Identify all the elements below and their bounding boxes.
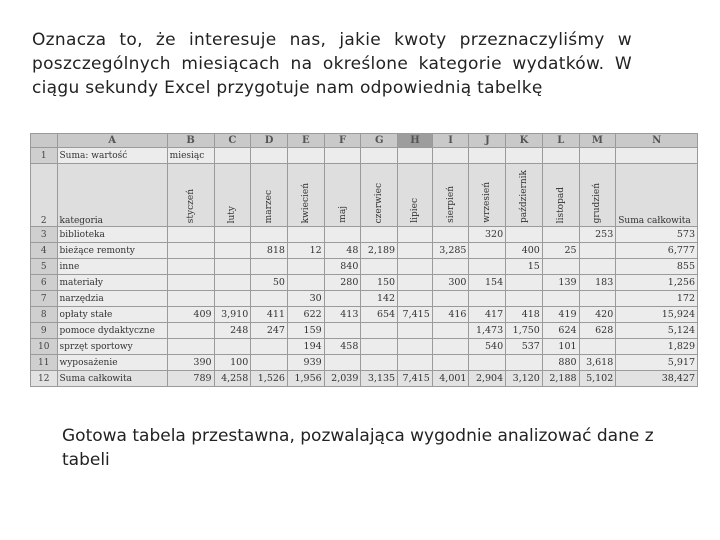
table-row xyxy=(31,339,698,355)
value-cell[interactable] xyxy=(469,259,506,275)
value-cell[interactable] xyxy=(398,355,433,371)
row-header[interactable]: 9 xyxy=(31,323,58,339)
pivot-table-screenshot xyxy=(30,133,698,387)
cell[interactable] xyxy=(398,148,433,164)
value-cell[interactable]: 540 xyxy=(469,339,506,355)
month-header-cell[interactable] xyxy=(167,164,214,227)
value-cell[interactable]: 1,750 xyxy=(506,323,543,339)
category-cell[interactable]: narzędzia xyxy=(57,291,167,307)
value-cell[interactable] xyxy=(398,323,433,339)
cell[interactable] xyxy=(287,148,324,164)
value-cell[interactable] xyxy=(324,355,361,371)
value-cell[interactable] xyxy=(361,227,398,243)
row-total-cell[interactable]: 1,829 xyxy=(616,339,698,355)
column-header-e[interactable]: E xyxy=(287,134,324,148)
column-header-h[interactable]: H xyxy=(398,134,433,148)
value-cell[interactable] xyxy=(361,259,398,275)
row-total-cell[interactable]: 1,256 xyxy=(616,275,698,291)
value-cell[interactable]: 3,285 xyxy=(432,243,469,259)
value-cell[interactable]: 409 xyxy=(167,307,214,323)
value-cell[interactable]: 4,001 xyxy=(432,371,469,387)
value-cell[interactable] xyxy=(167,339,214,355)
month-label: luty xyxy=(227,205,238,223)
row-header[interactable]: 3 xyxy=(31,227,58,243)
value-cell[interactable] xyxy=(469,355,506,371)
month-label: maj xyxy=(337,206,348,223)
value-cell[interactable]: 628 xyxy=(579,323,616,339)
month-header-cell[interactable] xyxy=(251,164,288,227)
caption-text: Gotowa tabela przestawna, pozwalająca wygodnie analizować dane z tabeli xyxy=(62,426,654,470)
value-cell[interactable] xyxy=(469,243,506,259)
value-cell[interactable]: 247 xyxy=(251,323,288,339)
category-cell[interactable]: pomoce dydaktyczne xyxy=(57,323,167,339)
value-cell[interactable]: 300 xyxy=(432,275,469,291)
value-cell[interactable]: 2,188 xyxy=(542,371,579,387)
row-total-cell[interactable]: 5,917 xyxy=(616,355,698,371)
value-cell[interactable] xyxy=(361,355,398,371)
value-cell[interactable] xyxy=(398,227,433,243)
value-cell[interactable] xyxy=(251,339,288,355)
cell[interactable] xyxy=(506,148,543,164)
value-cell[interactable] xyxy=(579,291,616,307)
grand-total-header[interactable]: Suma całkowita xyxy=(616,164,698,227)
value-cell[interactable] xyxy=(214,291,251,307)
month-header-cell[interactable] xyxy=(579,164,616,227)
value-cell[interactable]: 880 xyxy=(542,355,579,371)
value-cell[interactable]: 101 xyxy=(542,339,579,355)
value-cell[interactable]: 248 xyxy=(214,323,251,339)
row-total-cell[interactable]: 573 xyxy=(616,227,698,243)
value-cell[interactable] xyxy=(398,291,433,307)
value-cell[interactable] xyxy=(251,291,288,307)
value-cell[interactable] xyxy=(214,259,251,275)
value-cell[interactable] xyxy=(167,227,214,243)
value-cell[interactable]: 139 xyxy=(542,275,579,291)
month-label: marzec xyxy=(264,189,275,223)
row-header[interactable]: 8 xyxy=(31,307,58,323)
value-cell[interactable]: 12 xyxy=(287,243,324,259)
value-cell[interactable] xyxy=(579,259,616,275)
table-row xyxy=(31,227,698,243)
row-header[interactable]: 2 xyxy=(31,164,58,227)
value-cell[interactable] xyxy=(579,243,616,259)
value-cell[interactable] xyxy=(398,275,433,291)
value-cell[interactable]: 624 xyxy=(542,323,579,339)
value-cell[interactable]: 3,618 xyxy=(579,355,616,371)
month-label: grudzień xyxy=(592,182,603,223)
value-cell[interactable]: 1,526 xyxy=(251,371,288,387)
category-cell[interactable]: opłaty stałe xyxy=(57,307,167,323)
month-header-cell[interactable] xyxy=(287,164,324,227)
value-cell[interactable]: 411 xyxy=(251,307,288,323)
value-cell[interactable] xyxy=(432,291,469,307)
category-cell[interactable]: wyposażenie xyxy=(57,355,167,371)
cell[interactable] xyxy=(432,148,469,164)
value-cell[interactable] xyxy=(361,339,398,355)
row-field-cell[interactable]: kategoria xyxy=(57,164,167,227)
month-label: wrzesień xyxy=(482,182,493,223)
value-cell[interactable] xyxy=(542,227,579,243)
month-header-cell[interactable] xyxy=(324,164,361,227)
value-cell[interactable] xyxy=(251,259,288,275)
value-cell[interactable] xyxy=(167,291,214,307)
value-cell[interactable]: 390 xyxy=(167,355,214,371)
row-total-cell[interactable]: 855 xyxy=(616,259,698,275)
value-cell[interactable] xyxy=(167,259,214,275)
value-cell[interactable]: 458 xyxy=(324,339,361,355)
table-row xyxy=(31,259,698,275)
cell[interactable] xyxy=(469,148,506,164)
value-cell[interactable] xyxy=(287,275,324,291)
category-cell[interactable]: Suma całkowita xyxy=(57,371,167,387)
column-header-m[interactable]: M xyxy=(579,134,616,148)
value-cell[interactable] xyxy=(167,243,214,259)
row-total-cell[interactable]: 15,924 xyxy=(616,307,698,323)
cell[interactable] xyxy=(324,148,361,164)
table-row xyxy=(31,275,698,291)
value-cell[interactable]: 5,102 xyxy=(579,371,616,387)
value-cell[interactable] xyxy=(398,259,433,275)
column-header-k[interactable]: K xyxy=(506,134,543,148)
value-cell[interactable]: 818 xyxy=(251,243,288,259)
category-cell[interactable]: materiały xyxy=(57,275,167,291)
value-cell[interactable] xyxy=(579,339,616,355)
table-row xyxy=(31,355,698,371)
value-cell[interactable]: 3,910 xyxy=(214,307,251,323)
value-cell[interactable]: 416 xyxy=(432,307,469,323)
column-header-a[interactable]: A xyxy=(57,134,167,148)
month-label: styczeń xyxy=(185,188,196,223)
value-cell[interactable]: 1,473 xyxy=(469,323,506,339)
month-label: październik xyxy=(519,169,529,223)
value-cell[interactable]: 25 xyxy=(542,243,579,259)
value-cell[interactable] xyxy=(398,243,433,259)
table-row xyxy=(31,307,698,323)
column-header-n[interactable]: N xyxy=(616,134,698,148)
value-cell[interactable] xyxy=(432,259,469,275)
value-cell[interactable] xyxy=(361,323,398,339)
column-field-cell[interactable]: miesiąc xyxy=(167,148,214,164)
column-header-c[interactable]: C xyxy=(214,134,251,148)
value-cell[interactable] xyxy=(506,275,543,291)
column-header-d[interactable]: D xyxy=(251,134,288,148)
row-total-cell[interactable]: 172 xyxy=(616,291,698,307)
pivot-row-1 xyxy=(31,148,698,164)
month-header-cell[interactable] xyxy=(398,164,433,227)
category-cell[interactable]: inne xyxy=(57,259,167,275)
row-header[interactable]: 11 xyxy=(31,355,58,371)
value-cell[interactable]: 142 xyxy=(361,291,398,307)
value-cell[interactable] xyxy=(398,339,433,355)
month-header-cell[interactable] xyxy=(542,164,579,227)
row-total-cell[interactable]: 38,427 xyxy=(616,371,698,387)
value-cell[interactable]: 100 xyxy=(214,355,251,371)
value-cell[interactable] xyxy=(432,227,469,243)
row-header[interactable]: 4 xyxy=(31,243,58,259)
value-cell[interactable]: 154 xyxy=(469,275,506,291)
intro-paragraph: Oznacza to, że interesuje nas, jakie kwoty przeznaczyliśmy w poszczególnych miesiącach na określone kategorie wydatków. W ciągu sekundy Excel przygotuje nam odpowiednią tabelkę xyxy=(32,30,632,98)
spreadsheet-grid xyxy=(30,133,698,387)
column-header-j[interactable]: J xyxy=(469,134,506,148)
pivot-row-2 xyxy=(31,164,698,227)
value-cell[interactable] xyxy=(287,227,324,243)
month-label: czerwiec xyxy=(374,182,385,223)
value-cell[interactable]: 2,039 xyxy=(324,371,361,387)
cell[interactable] xyxy=(579,148,616,164)
value-cell[interactable] xyxy=(167,323,214,339)
cell[interactable] xyxy=(542,148,579,164)
column-header-g[interactable]: G xyxy=(361,134,398,148)
value-cell[interactable]: 30 xyxy=(287,291,324,307)
value-cell[interactable] xyxy=(506,227,543,243)
month-header-cell[interactable] xyxy=(469,164,506,227)
value-cell[interactable]: 939 xyxy=(287,355,324,371)
data-field-cell[interactable]: Suma: wartość xyxy=(57,148,167,164)
month-label: lipiec xyxy=(409,198,420,223)
value-cell[interactable] xyxy=(432,323,469,339)
value-cell[interactable]: 4,258 xyxy=(214,371,251,387)
category-cell[interactable]: sprzęt sportowy xyxy=(57,339,167,355)
value-cell[interactable]: 418 xyxy=(506,307,543,323)
value-cell[interactable]: 7,415 xyxy=(398,371,433,387)
value-cell[interactable]: 7,415 xyxy=(398,307,433,323)
column-header-row xyxy=(31,134,698,148)
value-cell[interactable] xyxy=(506,355,543,371)
value-cell[interactable] xyxy=(432,355,469,371)
value-cell[interactable] xyxy=(214,243,251,259)
category-cell[interactable]: biblioteka xyxy=(57,227,167,243)
month-header-cell[interactable] xyxy=(361,164,398,227)
value-cell[interactable]: 50 xyxy=(251,275,288,291)
value-cell[interactable] xyxy=(251,355,288,371)
month-label: listopad xyxy=(555,186,566,223)
value-cell[interactable]: 2,189 xyxy=(361,243,398,259)
value-cell[interactable]: 320 xyxy=(469,227,506,243)
month-header-cell[interactable] xyxy=(506,164,543,227)
value-cell[interactable]: 183 xyxy=(579,275,616,291)
value-cell[interactable] xyxy=(542,291,579,307)
value-cell[interactable] xyxy=(214,227,251,243)
value-cell[interactable]: 1,956 xyxy=(287,371,324,387)
value-cell[interactable]: 194 xyxy=(287,339,324,355)
value-cell[interactable] xyxy=(324,227,361,243)
cell[interactable] xyxy=(251,148,288,164)
value-cell[interactable]: 48 xyxy=(324,243,361,259)
value-cell[interactable]: 840 xyxy=(324,259,361,275)
table-row xyxy=(31,371,698,387)
row-header[interactable]: 10 xyxy=(31,339,58,355)
value-cell[interactable]: 3,135 xyxy=(361,371,398,387)
value-cell[interactable]: 15 xyxy=(506,259,543,275)
value-cell[interactable]: 253 xyxy=(579,227,616,243)
row-header[interactable]: 7 xyxy=(31,291,58,307)
value-cell[interactable] xyxy=(251,227,288,243)
row-header[interactable]: 6 xyxy=(31,275,58,291)
column-header-i[interactable]: I xyxy=(432,134,469,148)
value-cell[interactable]: 654 xyxy=(361,307,398,323)
select-all-corner[interactable] xyxy=(31,134,58,148)
cell[interactable] xyxy=(361,148,398,164)
month-label: sierpień xyxy=(445,186,456,223)
value-cell[interactable] xyxy=(324,323,361,339)
value-cell[interactable] xyxy=(324,291,361,307)
value-cell[interactable]: 3,120 xyxy=(506,371,543,387)
row-header[interactable]: 12 xyxy=(31,371,58,387)
cell[interactable] xyxy=(214,148,251,164)
column-header-b[interactable]: B xyxy=(167,134,214,148)
value-cell[interactable]: 400 xyxy=(506,243,543,259)
value-cell[interactable]: 159 xyxy=(287,323,324,339)
value-cell[interactable]: 2,904 xyxy=(469,371,506,387)
value-cell[interactable] xyxy=(469,291,506,307)
table-row xyxy=(31,291,698,307)
value-cell[interactable] xyxy=(506,291,543,307)
category-cell[interactable]: bieżące remonty xyxy=(57,243,167,259)
value-cell[interactable]: 622 xyxy=(287,307,324,323)
month-header-cell[interactable] xyxy=(214,164,251,227)
value-cell[interactable]: 280 xyxy=(324,275,361,291)
value-cell[interactable]: 150 xyxy=(361,275,398,291)
value-cell[interactable]: 537 xyxy=(506,339,543,355)
value-cell[interactable] xyxy=(542,259,579,275)
value-cell[interactable]: 789 xyxy=(167,371,214,387)
month-header-cell[interactable] xyxy=(432,164,469,227)
value-cell[interactable] xyxy=(167,275,214,291)
value-cell[interactable] xyxy=(287,259,324,275)
row-header[interactable]: 5 xyxy=(31,259,58,275)
value-cell[interactable] xyxy=(432,339,469,355)
cell[interactable] xyxy=(616,148,698,164)
value-cell[interactable]: 413 xyxy=(324,307,361,323)
value-cell[interactable]: 419 xyxy=(542,307,579,323)
column-header-l[interactable]: L xyxy=(542,134,579,148)
value-cell[interactable]: 420 xyxy=(579,307,616,323)
value-cell[interactable] xyxy=(214,275,251,291)
row-header[interactable]: 1 xyxy=(31,148,58,164)
value-cell[interactable] xyxy=(214,339,251,355)
month-label: kwiecień xyxy=(300,182,311,223)
row-total-cell[interactable]: 6,777 xyxy=(616,243,698,259)
row-total-cell[interactable]: 5,124 xyxy=(616,323,698,339)
column-header-f[interactable]: F xyxy=(324,134,361,148)
table-row xyxy=(31,243,698,259)
value-cell[interactable]: 417 xyxy=(469,307,506,323)
table-row xyxy=(31,323,698,339)
